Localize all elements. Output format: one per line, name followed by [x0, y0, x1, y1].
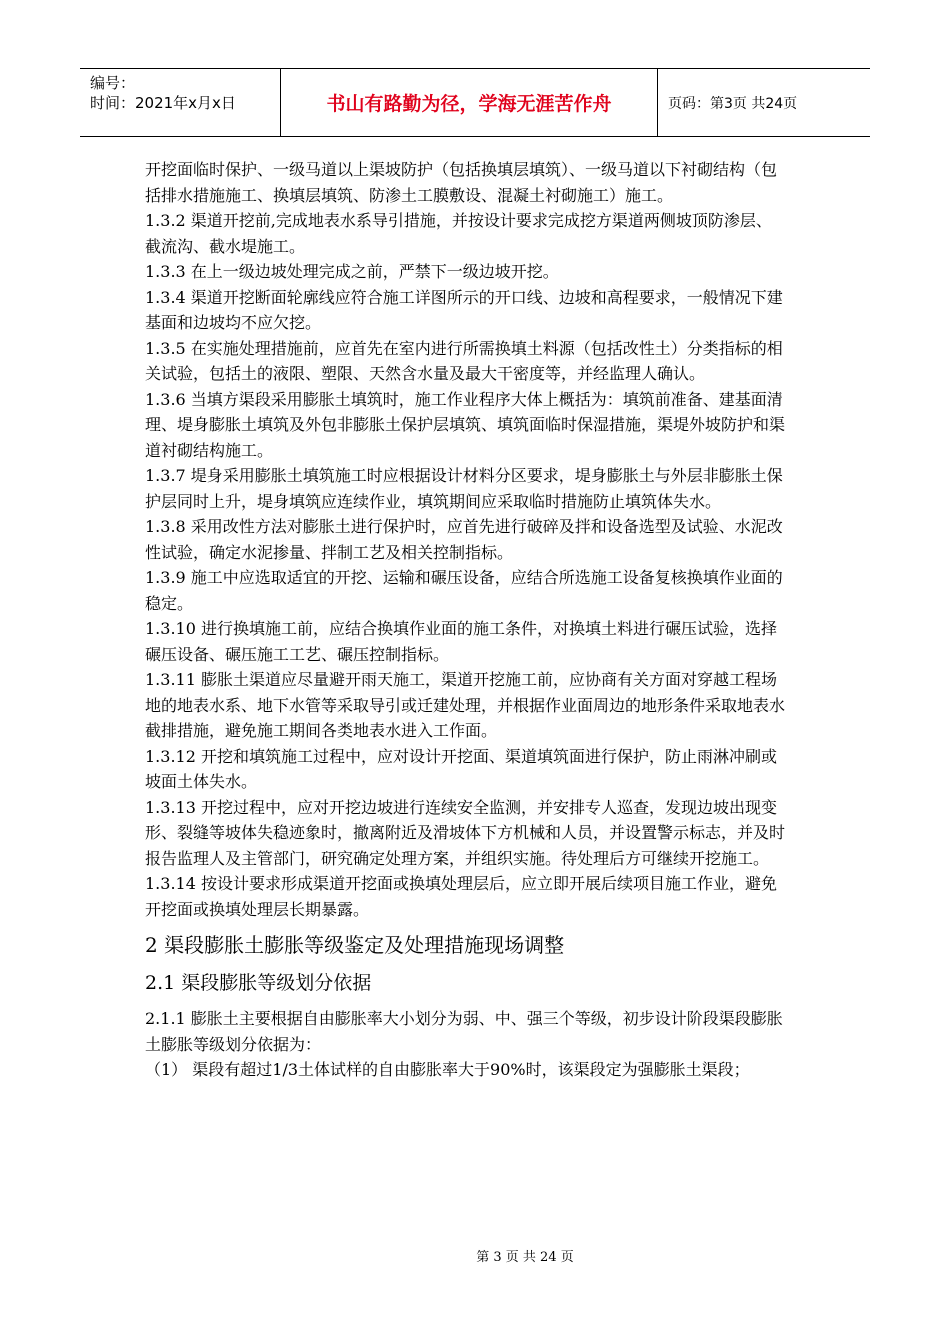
paragraph: 1.3.6 当填方渠段采用膨胀土填筑时，施工作业程序大体上概括为：填筑前准备、建基面清理、堤身膨胀土填筑及外包非膨胀土保护层填筑、填筑面临时保湿措施，渠堤外坡防护和渠道衬砌结构施工。 — [145, 389, 786, 460]
paragraph: 1.3.5 在实施处理措施前，应首先在室内进行所需换填土料源（包括改性土）分类指标的相关试验，包括土的液限、塑限、天然含水量及最大干密度等，并经监理人确认。 — [145, 338, 783, 383]
page-footer: 第 3 页 共 24 页 — [476, 1250, 574, 1265]
header-motto: 书山有路勤为径，学海无涯苦作舟 — [280, 69, 658, 136]
paragraph: 1.3.4 渠道开挖断面轮廓线应符合施工详图所示的开口线、边坡和高程要求，一般情况下建基面和边坡均不应欠挖。 — [145, 287, 783, 332]
paragraph: 2.1.1 膨胀土主要根据自由膨胀率大小划分为弱、中、强三个等级，初步设计阶段渠段膨胀土膨胀等级划分依据为： — [145, 1009, 783, 1054]
paragraph: 1.3.9 施工中应选取适宜的开挖、运输和碾压设备，应结合所选施工设备复核换填作业面的稳定。 — [145, 568, 783, 613]
paragraph: 1.3.11 膨胀土渠道应尽量避开雨天施工，渠道开挖施工前，应协商有关方面对穿越工程场地的地表水系、地下水管等采取导引或迁建处理，并根据作业面周边的地形条件采取地表水截排措施，避免施工期间各类地表水进入工作面。 — [145, 670, 786, 740]
document-date: 时间：2021年x月x日 — [90, 94, 236, 112]
header-page-info: 页码：第3页 共24页 — [668, 95, 798, 112]
paragraph: 1.3.8 采用改性方法对膨胀土进行保护时，应首先进行破碎及拌和设备选型及试验、水泥改性试验，确定水泥掺量、拌制工艺及相关控制指标。 — [145, 517, 783, 562]
section-heading: 2 渠段膨胀土膨胀等级鉴定及处理措施现场调整 — [145, 933, 565, 957]
header-meta — [80, 69, 280, 136]
paragraph: 1.3.12 开挖和填筑施工过程中，应对设计开挖面、渠道填筑面进行保护，防止雨淋冲刷或坡面土体失水。 — [145, 746, 777, 791]
paragraph: 1.3.2 渠道开挖前,完成地表水系导引措施，并按设计要求完成挖方渠道两侧坡顶防渗层、截流沟、截水堤施工。 — [145, 211, 772, 256]
page-header — [80, 68, 870, 137]
paragraph: 1.3.10 进行换填施工前，应结合换填作业面的施工条件，对换填土料进行碾压试验，选择碾压设备、碾压施工工艺、碾压控制指标。 — [145, 619, 777, 664]
paragraph: 1.3.3 在上一级边坡处理完成之前，严禁下一级边坡开挖。 — [145, 262, 559, 281]
document-number-label: 编号： — [90, 74, 136, 92]
document-body — [145, 157, 785, 1083]
paragraph: （1） 渠段有超过1/3土体试样的自由膨胀率大于90%时，该渠段定为强膨胀土渠段； — [145, 1060, 750, 1079]
paragraph: 1.3.14 按设计要求形成渠道开挖面或换填处理层后，应立即开展后续项目施工作业，避免开挖面或换填处理层长期暴露。 — [145, 874, 777, 919]
paragraph: 1.3.13 开挖过程中，应对开挖边坡进行连续安全监测，并安排专人巡查，发现边坡出现变形、裂缝等坡体失稳迹象时，撤离附近及滑坡体下方机械和人员，并设置警示标志，并及时报告监理人及主管部门，研究确定处理方案，并组织实施。待处理后方可继续开挖施工。 — [145, 797, 786, 868]
subsection-heading: 2.1 渠段膨胀等级划分依据 — [145, 972, 372, 994]
paragraph: 开挖面临时保护、一级马道以上渠坡防护（包括换填层填筑）、一级马道以下衬砌结构（包括排水措施施工、换填层填筑、防渗土工膜敷设、混凝土衬砌施工）施工。 — [145, 160, 778, 205]
paragraph: 1.3.7 堤身采用膨胀土填筑施工时应根据设计材料分区要求，堤身膨胀土与外层非膨胀土保护层同时上升，堤身填筑应连续作业，填筑期间应采取临时措施防止填筑体失水。 — [145, 466, 783, 511]
